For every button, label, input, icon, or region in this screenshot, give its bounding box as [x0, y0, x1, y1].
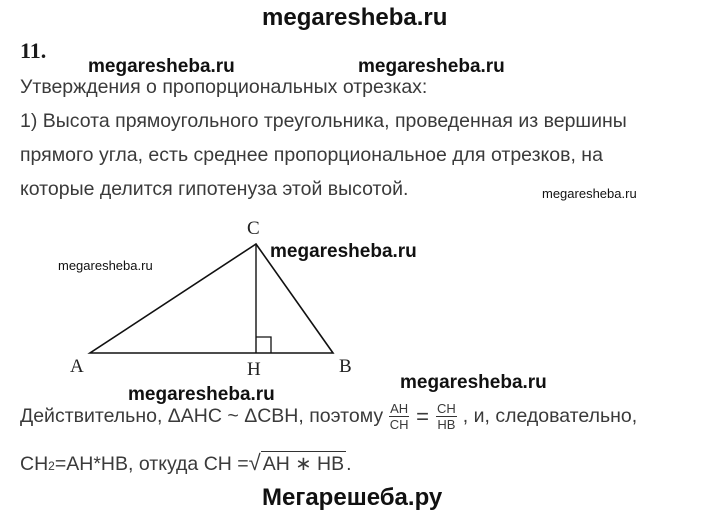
frac1-denominator: CH: [389, 417, 409, 432]
proof-line-2: [20, 450, 352, 476]
vertex-a-label: A: [70, 356, 84, 377]
right-angle-mark: [256, 337, 271, 353]
watermark-diagram-mid: megaresheba.ru: [270, 241, 417, 262]
sqrt-sign: √: [248, 450, 261, 475]
fraction-ch-hb: [436, 401, 457, 432]
statement-line-3: которые делится гипотенуза этой высотой.: [20, 178, 409, 200]
proof-line2-end: .: [346, 453, 352, 475]
watermark-top: megaresheba.ru: [262, 4, 448, 31]
watermark-diagram-left: megaresheba.ru: [58, 258, 153, 273]
fraction-ah-ch: [389, 401, 409, 432]
watermark-bottom: Мегарешеба.ру: [262, 484, 443, 511]
statement-line-1: 1) Высота прямоугольного треугольника, проведенная из вершины: [20, 110, 627, 132]
proof-line2-ch: CH: [20, 453, 49, 475]
watermark-below-right: megaresheba.ru: [400, 372, 547, 393]
superscript-2: 2: [48, 459, 55, 473]
equals-sign: =: [416, 403, 430, 429]
proof-line1-suffix: , и, следовательно,: [462, 405, 638, 427]
proof-line-1: [20, 401, 637, 432]
watermark-below-left: megaresheba.ru: [128, 384, 275, 405]
frac2-numerator: CH: [437, 401, 456, 416]
statement-line-2: прямого угла, есть среднее пропорциональное для отрезков, на: [20, 144, 603, 166]
problem-number: 11.: [20, 38, 47, 63]
heading: Утверждения о пропорциональных отрезках:: [20, 76, 428, 98]
vertex-c-label: C: [247, 218, 260, 239]
watermark-side-right: megaresheba.ru: [542, 186, 637, 201]
proof-line1-prefix: Действительно, ΔAHC ~ ΔCBH, поэтому: [20, 405, 384, 427]
proof-line2-body: =AH*HB, откуда CH =: [54, 453, 249, 475]
foot-h-label: H: [247, 359, 261, 380]
frac2-denominator: HB: [437, 417, 456, 432]
watermark-line1-right: megaresheba.ru: [358, 56, 505, 77]
watermark-line1-left: megaresheba.ru: [88, 56, 235, 77]
vertex-b-label: B: [339, 356, 352, 377]
triangle-abc: [90, 244, 333, 353]
frac1-numerator: AH: [390, 401, 409, 416]
sqrt-content: AH ∗ HB: [262, 453, 345, 475]
